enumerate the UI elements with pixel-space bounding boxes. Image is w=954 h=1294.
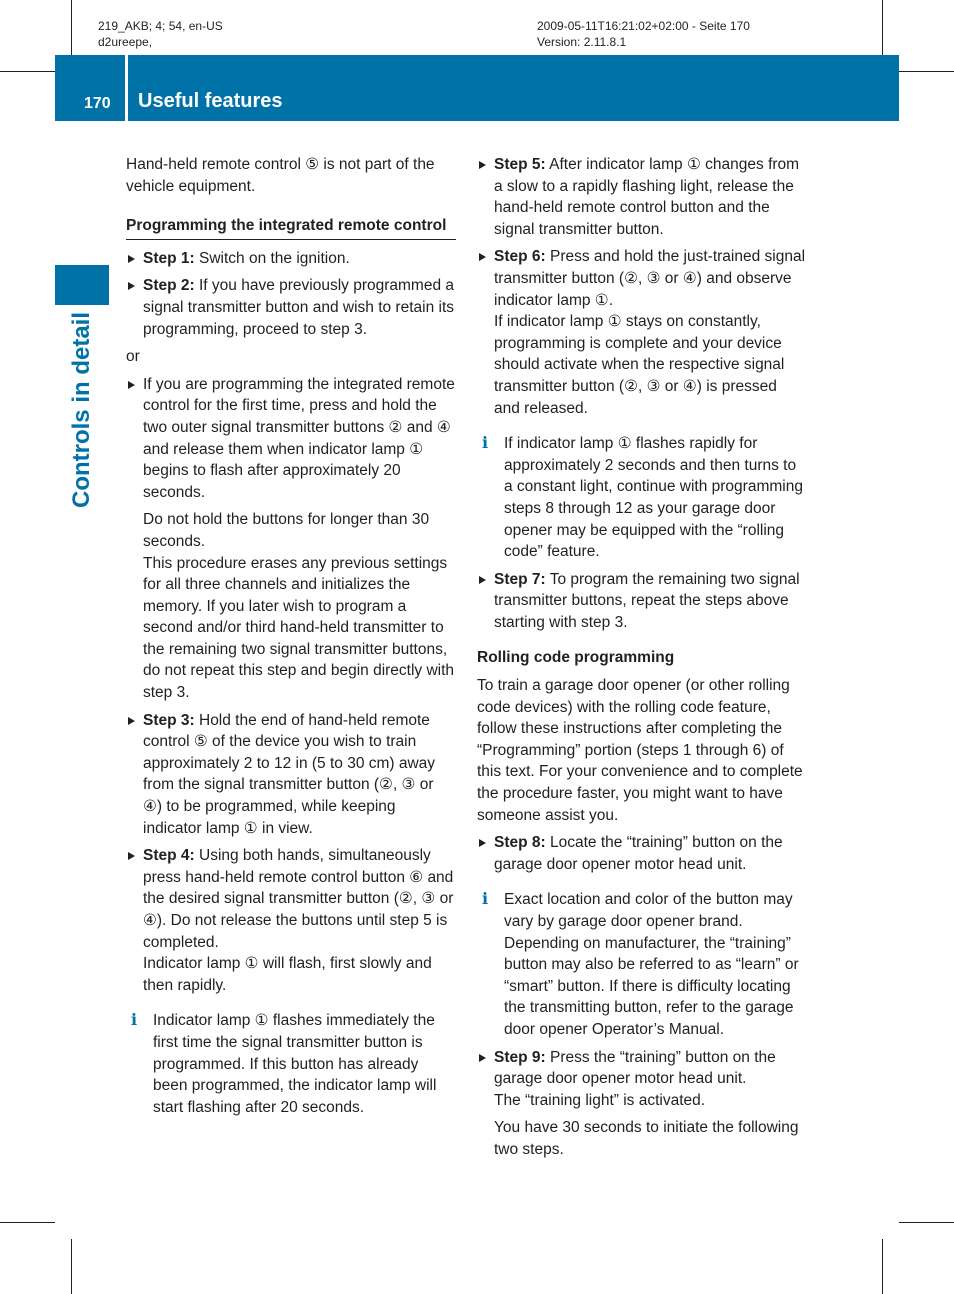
info-icon: i bbox=[481, 889, 489, 909]
crop-mark bbox=[882, 0, 883, 55]
step-item: Step 5: After indicator lamp ① changes from a slow to a rapidly flashing light, release the hand-held remote control button and the signal transmitter button. bbox=[477, 154, 807, 240]
print-meta-left bbox=[98, 18, 223, 50]
body-paragraph: To train a garage door opener (or other rolling code devices) with the rolling code feature, follow these instructions after completing the “Programming” portion (steps 1 through 6) of this text. For your convenience and to complete the procedure faster, you might want to have someone assist you. bbox=[477, 677, 803, 824]
crop-mark bbox=[0, 1222, 55, 1223]
step-note: Indicator lamp ① will flash, first slowly and then rapidly. bbox=[143, 955, 432, 994]
bullet-triangle-icon bbox=[128, 282, 135, 290]
step-note: Do not hold the buttons for longer than 30 seconds. bbox=[143, 511, 430, 550]
print-meta-right bbox=[537, 18, 750, 50]
bullet-triangle-icon bbox=[479, 253, 486, 261]
info-note: i Indicator lamp ① flashes immediately the first time the signal transmitter button is programmed. If this button has already been programmed, the indicator lamp will start flashing after 20 seconds. bbox=[126, 1010, 456, 1118]
step-note: The “training light” is activated. bbox=[494, 1091, 706, 1109]
bullet-triangle-icon bbox=[128, 852, 135, 860]
step-item: Step 3: Hold the end of hand-held remote control ⑤ of the device you wish to train approximately 2 to 12 in (5 to 30 cm) away from the signal transmitter button (②, ③ or ④) to be programmed, while keeping indicator lamp ① in view. bbox=[126, 710, 456, 840]
step-note: This procedure erases any previous settings for all three channels and initializes the memory. If you later wish to program a second and/or third hand-held transmitter to the remaining two signal transmitter buttons, do not repeat this step and begin directly with step 3. bbox=[143, 554, 455, 702]
step-note: You have 30 seconds to initiate the following two steps. bbox=[494, 1119, 799, 1158]
info-icon: i bbox=[481, 433, 489, 453]
section-heading: Rolling code programming bbox=[477, 649, 675, 667]
step-item: Step 8: Locate the “training” button on the garage door opener motor head unit. bbox=[477, 832, 807, 875]
bullet-triangle-icon bbox=[479, 576, 486, 584]
crop-mark bbox=[71, 0, 72, 55]
info-icon: i bbox=[130, 1010, 138, 1030]
info-note: i Exact location and color of the button may vary by garage door opener brand. Depending on manufacturer, the “training” button may also be referred to as “learn” or “smart” button. If there is difficulty locating the transmitting button, refer to the garage door opener Operator’s Manual. bbox=[477, 889, 807, 1040]
right-column bbox=[477, 154, 807, 1161]
bullet-triangle-icon bbox=[128, 255, 135, 263]
or-text: or bbox=[126, 348, 140, 366]
meta-line: Version: 2.11.8.1 bbox=[537, 35, 627, 49]
step-note: If indicator lamp ① stays on constantly, programming is complete and your device should activate when the respective signal transmitter button (②, ③ or ④) is pressed and released. bbox=[494, 313, 785, 417]
bullet-triangle-icon bbox=[479, 839, 486, 847]
bullet-triangle-icon bbox=[128, 717, 135, 725]
chapter-side-label: Controls in detail bbox=[68, 311, 95, 509]
step-item: Step 7: To program the remaining two signal transmitter buttons, repeat the steps above starting with step 3. bbox=[477, 569, 807, 634]
page-number: 170 bbox=[84, 95, 111, 112]
left-column bbox=[126, 154, 456, 1118]
step-item: If you are programming the integrated remote control for the first time, press and hold the two outer signal transmitter buttons ② and ④ and release them when indicator lamp ① begins to flash after approximately 20 seconds. bbox=[126, 374, 456, 504]
section-title: Useful features bbox=[138, 90, 283, 112]
step-item: Step 9: Press the “training” button on the garage door opener motor head unit. bbox=[477, 1047, 807, 1090]
crop-mark bbox=[899, 1222, 954, 1223]
bullet-triangle-icon bbox=[128, 381, 135, 389]
info-note: i If indicator lamp ① flashes rapidly for approximately 2 seconds and then turns to a constant light, continue with programming steps 8 through 12 as your garage door opener may be equipped with the “rolling code” feature. bbox=[477, 433, 807, 563]
crop-mark bbox=[0, 71, 55, 72]
intro-paragraph: Hand-held remote control ⑤ is not part of the vehicle equipment. bbox=[126, 156, 435, 195]
bullet-triangle-icon bbox=[479, 161, 486, 169]
step-item: Step 1: Switch on the ignition. bbox=[126, 248, 456, 270]
meta-line: d2ureepe, bbox=[98, 35, 153, 49]
crop-mark bbox=[899, 71, 954, 72]
bullet-triangle-icon bbox=[479, 1054, 486, 1062]
section-heading: Programming the integrated remote control bbox=[126, 215, 456, 240]
meta-line: 2009-05-11T16:21:02+02:00 - Seite 170 bbox=[537, 19, 750, 33]
crop-mark bbox=[71, 1239, 72, 1294]
step-item: Step 4: Using both hands, simultaneously press hand-held remote control button ⑥ and the desired signal transmitter button (②, ③ or ④). Do not release the buttons until step 5 is completed. bbox=[126, 845, 456, 953]
header-divider bbox=[125, 55, 128, 121]
meta-line: 219_AKB; 4; 54, en-US bbox=[98, 19, 223, 33]
crop-mark bbox=[882, 1239, 883, 1294]
step-item: Step 6: Press and hold the just-trained signal transmitter button (②, ③ or ④) and observe indicator lamp ①. bbox=[477, 246, 807, 311]
side-tab-marker bbox=[55, 265, 109, 305]
step-item: Step 2: If you have previously programmed a signal transmitter button and wish to retain its programming, proceed to step 3. bbox=[126, 275, 456, 340]
